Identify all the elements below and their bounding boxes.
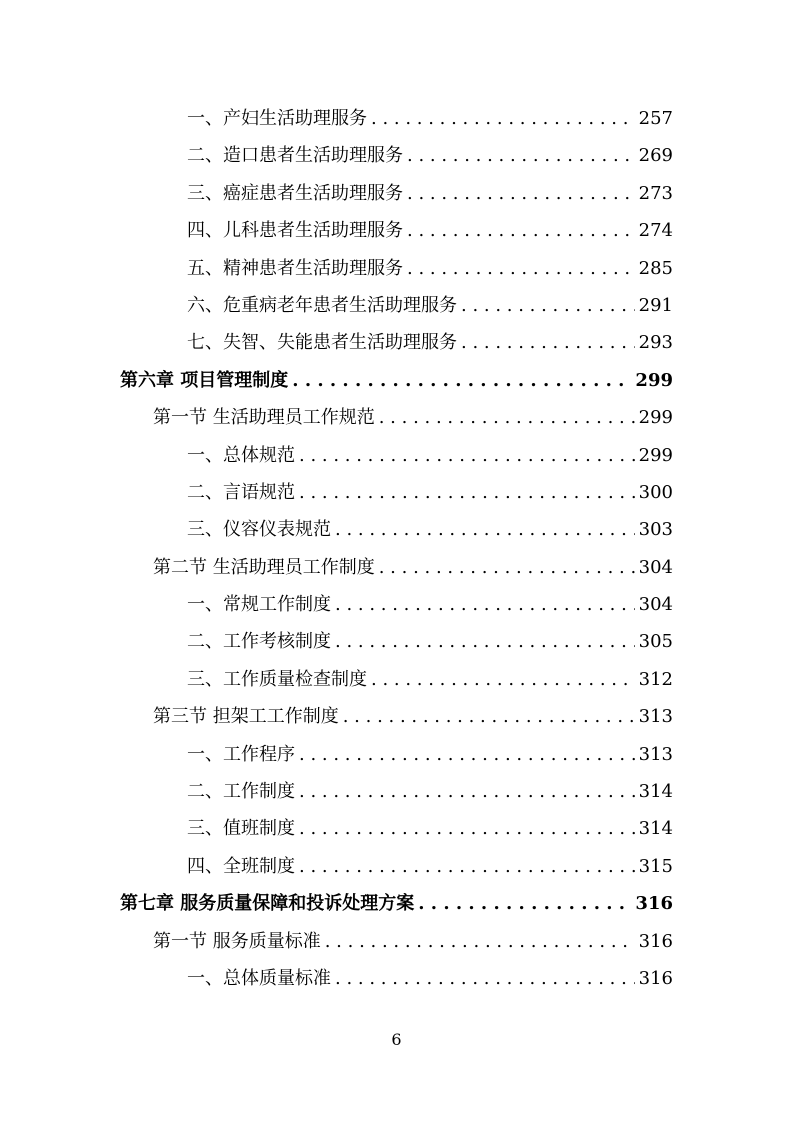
- toc-dot-leader: [407, 212, 635, 249]
- toc-entry-item[interactable]: [0, 511, 793, 548]
- toc-entry-inner: [187, 474, 673, 511]
- toc-entry-title: 第一节 生活助理员工作规范: [153, 407, 375, 429]
- toc-entry-item[interactable]: [0, 773, 793, 810]
- toc-entry-item[interactable]: [0, 324, 793, 361]
- toc-entry-title: 一、总体质量标准: [187, 967, 331, 989]
- toc-entry-item[interactable]: [0, 848, 793, 885]
- toc-entry-item[interactable]: [0, 661, 793, 698]
- toc-entry-item[interactable]: [0, 250, 793, 287]
- toc-entry-page: 313: [638, 706, 673, 728]
- toc-entry-inner: [187, 623, 673, 660]
- table-of-contents: [0, 100, 793, 997]
- toc-entry-inner: [153, 549, 673, 586]
- toc-entry-page: 312: [638, 668, 673, 690]
- toc-entry-title: 第六章 项目管理制度: [120, 369, 289, 391]
- toc-dot-leader: [299, 474, 635, 511]
- toc-dot-leader: [335, 511, 635, 548]
- toc-entry-section[interactable]: [0, 399, 793, 436]
- toc-dot-leader: [335, 623, 635, 660]
- toc-entry-page: 269: [638, 145, 673, 167]
- toc-dot-leader: [461, 324, 635, 361]
- toc-entry-page: 293: [638, 332, 673, 354]
- toc-entry-page: 299: [635, 369, 673, 391]
- toc-entry-page: 304: [638, 594, 673, 616]
- toc-dot-leader: [299, 773, 635, 810]
- toc-entry-section[interactable]: [0, 549, 793, 586]
- toc-entry-item[interactable]: [0, 287, 793, 324]
- toc-entry-section[interactable]: [0, 923, 793, 960]
- toc-entry-page: 314: [638, 818, 673, 840]
- toc-entry-page: 303: [638, 519, 673, 541]
- toc-entry-page: 300: [638, 481, 673, 503]
- toc-entry-page: 291: [638, 294, 673, 316]
- toc-dot-leader: [418, 885, 631, 922]
- toc-entry-title: 一、产妇生活助理服务: [187, 108, 367, 129]
- toc-entry-item[interactable]: [0, 623, 793, 660]
- toc-entry-title: 一、工作程序: [187, 743, 295, 765]
- toc-entry-inner: [187, 324, 673, 361]
- toc-entry-title: 二、工作制度: [187, 781, 295, 803]
- toc-entry-item[interactable]: [0, 736, 793, 773]
- toc-dot-leader: [299, 848, 635, 885]
- toc-entry-inner: [153, 923, 673, 960]
- toc-dot-leader: [335, 586, 635, 623]
- toc-entry-page: 299: [638, 407, 673, 429]
- toc-entry-page: 313: [638, 743, 673, 765]
- toc-entry-page: 273: [638, 182, 673, 204]
- toc-entry-title: 三、癌症患者生活助理服务: [187, 182, 403, 204]
- toc-entry-title: 三、仪容仪表规范: [187, 519, 331, 541]
- toc-entry-page: 314: [638, 781, 673, 803]
- toc-entry-inner: [187, 287, 673, 324]
- toc-entry-item[interactable]: [0, 137, 793, 174]
- toc-dot-leader: [371, 100, 635, 137]
- toc-entry-page: 316: [635, 893, 673, 915]
- toc-dot-leader: [371, 661, 635, 698]
- toc-dot-leader: [379, 549, 635, 586]
- toc-entry-page: 315: [638, 855, 673, 877]
- toc-dot-leader: [325, 923, 635, 960]
- toc-entry-page: 299: [638, 444, 673, 466]
- toc-entry-title: 一、常规工作制度: [187, 594, 331, 616]
- toc-entry-page: 304: [638, 556, 673, 578]
- toc-entry-title: 第七章 服务质量保障和投诉处理方案: [120, 893, 415, 915]
- toc-dot-leader: [407, 175, 635, 212]
- toc-entry-title: 四、儿科患者生活助理服务: [187, 220, 403, 242]
- toc-entry-title: 二、言语规范: [187, 481, 295, 503]
- toc-dot-leader: [335, 960, 635, 997]
- toc-entry-inner: [187, 661, 673, 698]
- toc-dot-leader: [379, 399, 635, 436]
- toc-entry-title: 六、危重病老年患者生活助理服务: [187, 294, 457, 316]
- toc-dot-leader: [292, 362, 631, 399]
- toc-entry-title: 第一节 服务质量标准: [153, 930, 321, 952]
- toc-entry-section[interactable]: [0, 698, 793, 735]
- toc-entry-item[interactable]: [0, 586, 793, 623]
- toc-entry-inner: [153, 698, 673, 735]
- toc-entry-inner: [187, 773, 673, 810]
- toc-entry-page: 316: [638, 967, 673, 989]
- toc-entry-inner: [187, 586, 673, 623]
- toc-entry-inner: [153, 399, 673, 436]
- toc-entry-inner: [187, 100, 673, 137]
- toc-dot-leader: [343, 698, 635, 735]
- toc-dot-leader: [299, 437, 635, 474]
- toc-entry-item[interactable]: [0, 100, 793, 137]
- page-number: 6: [391, 1030, 402, 1049]
- toc-entry-inner: [187, 212, 673, 249]
- toc-entry-inner: [187, 137, 673, 174]
- toc-entry-page: 305: [638, 631, 673, 653]
- toc-entry-page: 316: [638, 930, 673, 952]
- toc-dot-leader: [407, 137, 635, 174]
- toc-dot-leader: [299, 736, 635, 773]
- toc-entry-chapter[interactable]: [0, 885, 793, 922]
- toc-entry-item[interactable]: [0, 960, 793, 997]
- toc-dot-leader: [407, 250, 635, 287]
- toc-entry-page: 285: [638, 257, 673, 279]
- toc-entry-inner: [120, 885, 673, 922]
- toc-entry-inner: [187, 175, 673, 212]
- toc-entry-inner: [187, 437, 673, 474]
- toc-entry-item[interactable]: [0, 474, 793, 511]
- toc-entry-title: 第二节 生活助理员工作制度: [153, 556, 375, 578]
- toc-entry-inner: [120, 362, 673, 399]
- toc-entry-inner: [187, 960, 673, 997]
- toc-entry-item[interactable]: [0, 437, 793, 474]
- toc-entry-page: 274: [638, 220, 673, 242]
- toc-entry-title: 三、工作质量检查制度: [187, 668, 367, 690]
- toc-entry-item[interactable]: [0, 212, 793, 249]
- toc-entry-inner: [187, 511, 673, 548]
- toc-entry-title: 五、精神患者生活助理服务: [187, 257, 403, 279]
- toc-entry-title: 一、总体规范: [187, 444, 295, 466]
- toc-dot-leader: [299, 810, 635, 847]
- toc-entry-chapter[interactable]: [0, 362, 793, 399]
- toc-entry-inner: [187, 736, 673, 773]
- toc-entry-inner: [187, 848, 673, 885]
- toc-entry-title: 二、工作考核制度: [187, 631, 331, 653]
- toc-entry-title: 七、失智、失能患者生活助理服务: [187, 332, 457, 354]
- toc-entry-title: 三、值班制度: [187, 818, 295, 840]
- toc-entry-item[interactable]: [0, 810, 793, 847]
- toc-entry-title: 四、全班制度: [187, 855, 295, 877]
- toc-entry-title: 二、造口患者生活助理服务: [187, 145, 403, 167]
- toc-entry-title: 第三节 担架工工作制度: [153, 706, 339, 728]
- toc-entry-inner: [187, 810, 673, 847]
- toc-entry-page: 257: [638, 108, 673, 129]
- toc-entry-item[interactable]: [0, 175, 793, 212]
- toc-dot-leader: [461, 287, 635, 324]
- toc-entry-inner: [187, 250, 673, 287]
